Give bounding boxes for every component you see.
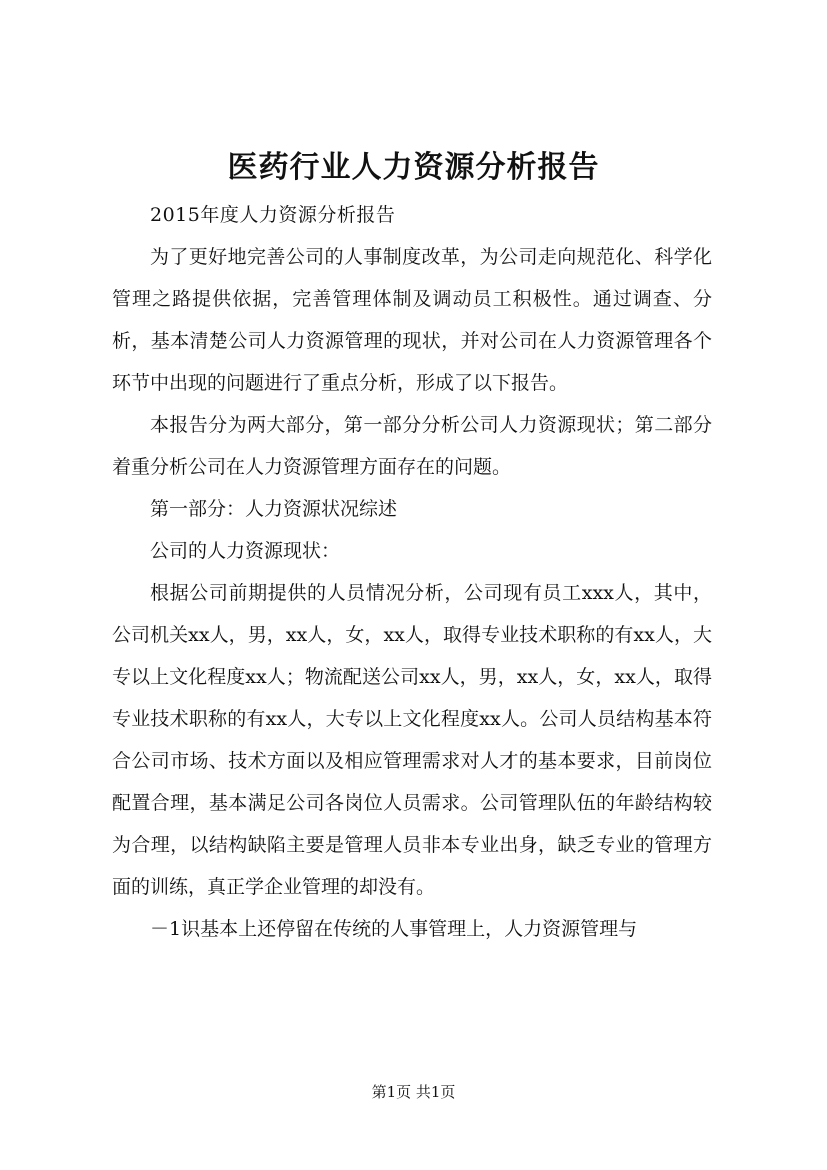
paragraph-status-heading: 公司的人力资源现状： <box>150 540 341 562</box>
paragraph-status-detail: 根据公司前期提供的人员情况分析，公司现有员工xxx人，其中，公司机关xx人，男，xx人，女，xx人，取得专业技术职称的有xx人，大专以上文化程度xx人；物流配送公司xx人，男，xx人，女，xx人，取得专业技术职称的有xx人，大专以上文化程度xx人。公司人员结构基本符合公司市场、技术方面以及相应管理需求对人才的基本要求，目前岗位配置合理，基本满足公司各岗位人员需求。公司管理队伍的年龄结构较为合理，以结构缺陷主要是管理人员非本专业出身，缺乏专业的管理方面的训练，真正学企业管理的却没有。 <box>112 582 712 898</box>
document-body <box>112 194 712 950</box>
paragraph-subtitle: 2015年度人力资源分析报告 <box>150 204 396 226</box>
paragraph-structure: 本报告分为两大部分，第一部分分析公司人力资源现状；第二部分着重分析公司在人力资源管理方面存在的问题。 <box>112 414 712 478</box>
page-footer: 第1页 共1页 <box>371 1083 456 1101</box>
paragraph-intro: 为了更好地完善公司的人事制度改革，为公司走向规范化、科学化管理之路提供依据，完善管理体制及调动员工积极性。通过调查、分析，基本清楚公司人力资源管理的现状，并对公司在人力资源管理各个环节中出现的问题进行了重点分析，形成了以下报告。 <box>112 246 712 394</box>
paragraph-continuation: －1识基本上还停留在传统的人事管理上，人力资源管理与 <box>150 918 638 940</box>
document-title: 医药行业人力资源分析报告 <box>227 150 600 185</box>
paragraph-section-heading: 第一部分：人力资源状况综述 <box>150 498 398 520</box>
